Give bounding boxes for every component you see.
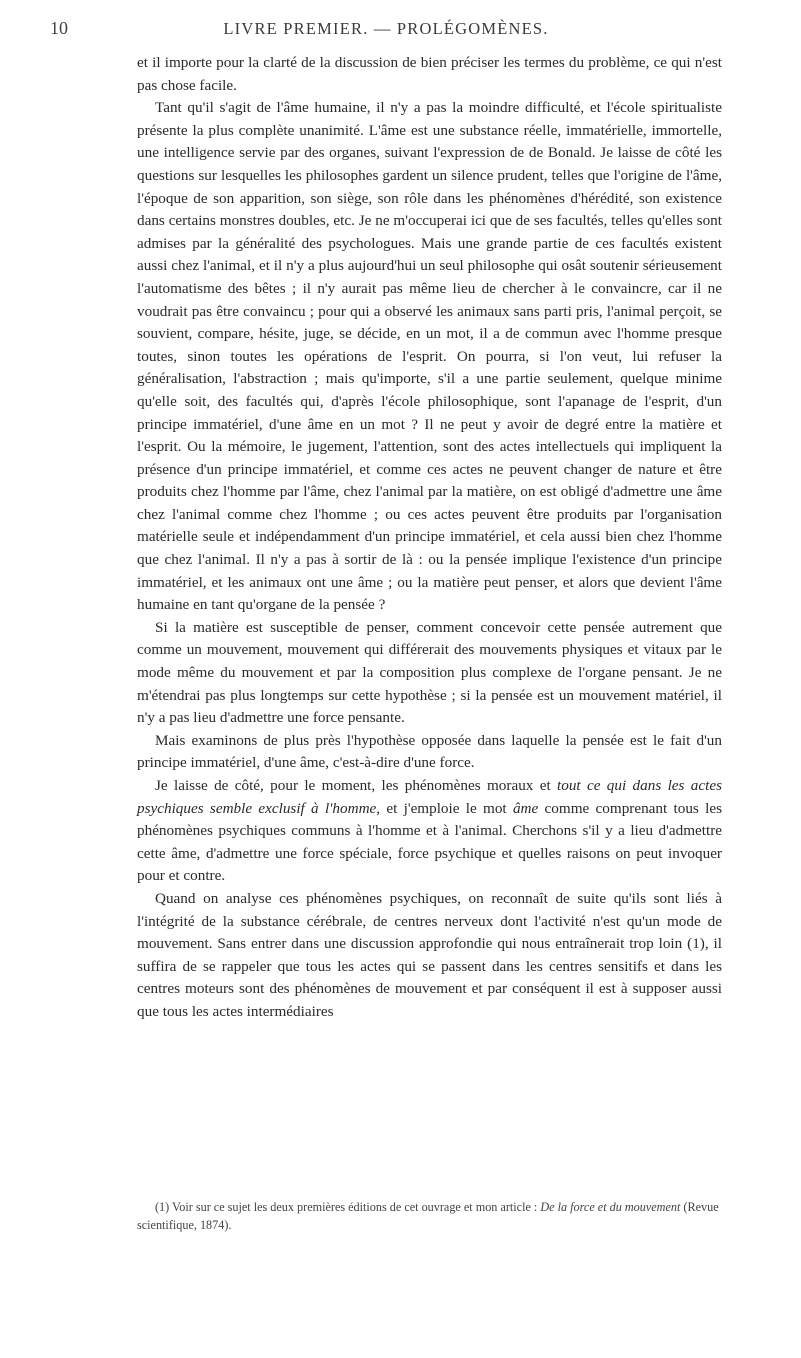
paragraph-ame-humaine: Tant qu'il s'agit de l'âme humaine, il n'y a pas la moindre difficulté, et l'école spiritualiste présente la plus complète unanimité. L'âme est une substance réelle, immatérielle, immortelle, une intelligence servie par des organes, suivant l'expression de de Bonald. Je laisse de côté les questions sur lesquelles les philosophes gardent un silence prudent, telles que l'origine de l'âme, l'époque de son apparition, son siège, son rôle dans les phénomènes d'hérédité, son existence dans certains monstres doubles, etc. Je ne m'occuperai ici que de ses facultés, telles qu'elles sont admises par la généralité des psychologues. Mais une grande partie de ces facultés existent aussi chez l'animal, et il n'y a plus aujourd'hui un seul philosophe qui osât soutenir sérieusement l'automatisme des bêtes ; il n'y aurait pas même lieu de chercher à le convaincre, car il ne voudrait pas être convaincu ; pour qui a observé les animaux sans parti pris, l'animal perçoit, se souvient, compare, hésite, juge, se décide, en un mot, il a de commun avec l'homme presque toutes, sinon toutes les opérations de l'esprit. On pourra, si l'on veut, lui refuser la généralisation, l'abstraction ; mais qu'importe, s'il a une partie seulement, quelque minime qu'elle soit, des facultés qui, d'après l'école philosophique, sont l'apanage de l'esprit, d'un principe immatériel, d'une âme en un mot ? Il ne peut y avoir de degré entre la matière et l'esprit. Ou la mémoire, le jugement, l'attention, sont des actes intellectuels qui impliquent la présence d'un principe immatériel, et comme ces actes ne peuvent changer de nature et être produits chez l'homme par l'âme, chez l'animal par la matière, on est obligé d'admettre une âme chez l'animal comme chez l'homme ; ou ces actes peuvent être produits par l'organisation matérielle seule et indépendamment d'un principe immatériel, et cela aussi bien chez l'homme que chez l'animal. Il n'y a pas à sortir de là : ou la pensée implique l'existence d'un principe immatériel, et les animaux ont une âme ; ou la matière peut penser, et alors que devient l'âme humaine en tant qu'organe de la pensée ? (137, 99, 722, 614)
page-header (50, 12, 722, 46)
running-head: LIVRE PREMIER. — PROLÉGOMÈNES. (223, 19, 549, 38)
paragraph-text: comme comprenant tous les phénomènes psychiques communs à l'homme et à l'animal. Cherchons s'il y a lieu d'admettre cette âme, d'admettre une force spéciale, force psychique et quelles raisons on peut invoquer pour et contre. (137, 799, 722, 885)
footnote-source: (Revue scientifique, 1874). (137, 1200, 719, 1232)
page-number: 10 (50, 18, 68, 38)
paragraph-text: , et j'emploie le mot (376, 799, 513, 817)
footnote-article-title: De la force et du mouvement (540, 1200, 681, 1214)
footnotes (137, 1198, 722, 1234)
italic-word-ame: âme (512, 799, 539, 817)
paragraph-text: Je laisse de côté, pour le moment, les phénomènes moraux et (155, 777, 558, 794)
paragraph-analyse-phenomenes: Quand on analyse ces phénomènes psychiques, on reconnaît de suite qu'ils sont liés à l'intégrité de la substance cérébrale, de centres nerveux dont l'activité n'est qu'un mode de mouvement. Sans entrer dans une discussion approfondie qui nous entraînerait trop loin (1), il suffira de se rappeler que tous les actes qui se passent dans les centres sensitifs et dans les centres moteurs sont des phénomènes de mouvement et par conséquent il est à supposer aussi que tous les actes intermédiaires (137, 889, 722, 1020)
footnote-text: (1) Voir sur ce sujet les deux premières éditions de cet ouvrage et mon article : (155, 1200, 541, 1214)
paragraph-phenomenes-moraux (137, 775, 722, 888)
paragraph-hypothese-opposee: Mais examinons de plus près l'hypothèse opposée dans laquelle la pensée est le fait d'un principe immatériel, d'une âme, c'est-à-dire d'une force. (137, 731, 722, 772)
italic-phrase: tout ce qui dans les actes psychiques semble exclusif à l'homme (137, 777, 722, 817)
footnote-1 (137, 1198, 722, 1234)
paragraph-matiere-pense: Si la matière est susceptible de penser, comment concevoir cette pensée autrement que comme un mouvement, mouvement qui différerait des mouvements physiques et vitaux par le mode même du mouvement et par la composition plus complexe de l'organe pensant. Je ne m'étendrai pas plus longtemps sur cette hypothèse ; si la pensée est un mouvement matériel, il n'y a pas lieu d'admettre une force pensante. (137, 618, 722, 727)
body-text (137, 52, 722, 1024)
paragraph-continuation: et il importe pour la clarté de la discussion de bien préciser les termes du problème, ce qui n'est pas chose facile. (137, 54, 722, 94)
